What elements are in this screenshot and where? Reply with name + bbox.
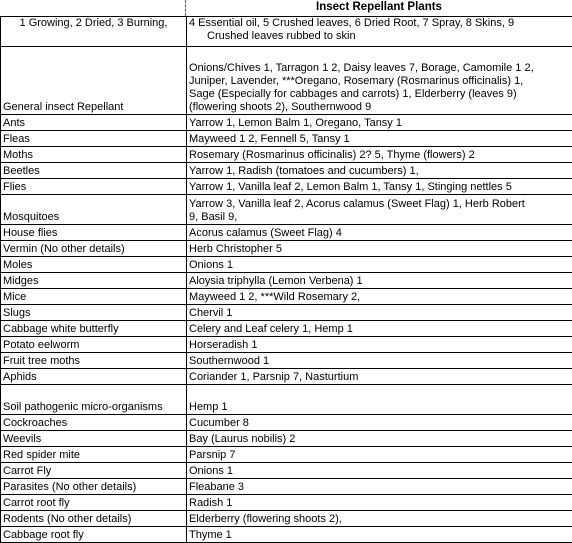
- pest-cell: Carrot Fly: [1, 463, 187, 479]
- plants-line: Cucumber 8: [189, 417, 570, 430]
- pest-cell: Mosquitoes: [1, 195, 187, 225]
- plants-cell: [187, 47, 572, 115]
- pest-cell: Slugs: [1, 305, 187, 321]
- plants-line: Horseradish 1: [189, 339, 570, 352]
- plants-line: Yarrow 1, Radish (tomatoes and cucumbers) 1,: [189, 165, 570, 178]
- table-row: [1, 353, 572, 369]
- pest-cell: House flies: [1, 225, 187, 241]
- pest-cell: Cabbage root fly: [1, 527, 187, 543]
- plants-cell: [187, 337, 572, 353]
- plants-line: Onions 1: [189, 465, 570, 478]
- plants-line: Yarrow 3, Vanilla leaf 2, Acorus calamus (Sweet Flag) 1, Herb Robert: [189, 198, 570, 211]
- pest-cell: Rodents (No other details): [1, 511, 187, 527]
- plants-cell: [187, 495, 572, 511]
- plants-cell: [187, 431, 572, 447]
- pest-cell: Cabbage white butterfly: [1, 321, 187, 337]
- table-row: [1, 385, 572, 415]
- pest-cell: Parasites (No other details): [1, 479, 187, 495]
- plants-cell: [187, 179, 572, 195]
- plants-cell: [187, 385, 572, 415]
- table-row: [1, 431, 572, 447]
- plants-line: (flowering shoots 2), Southernwood 9: [189, 101, 570, 114]
- pest-cell: Mice: [1, 289, 187, 305]
- plants-line: Herb Christopher 5: [189, 243, 570, 256]
- plants-line: Aloysia triphylla (Lemon Verbena) 1: [189, 275, 570, 288]
- table-row: [1, 511, 572, 527]
- plants-line: Radish 1: [189, 497, 570, 510]
- pest-cell: Cockroaches: [1, 415, 187, 431]
- plants-line: Yarrow 1, Lemon Balm 1, Oregano, Tansy 1: [189, 117, 570, 130]
- plants-cell: [187, 527, 572, 543]
- legend-line-1: 4 Essential oil, 5 Crushed leaves, 6 Dried Root, 7 Spray, 8 Skins, 9: [189, 17, 570, 30]
- pest-cell: Midges: [1, 273, 187, 289]
- plants-cell: [187, 241, 572, 257]
- plants-cell: [187, 415, 572, 431]
- table-row: [1, 321, 572, 337]
- table-row: [1, 305, 572, 321]
- plants-line: Elderberry (flowering shoots 2),: [189, 513, 570, 526]
- plants-line: Hemp 1: [189, 401, 570, 414]
- plants-cell: [187, 225, 572, 241]
- plants-cell: [187, 369, 572, 385]
- plants-cell: [187, 115, 572, 131]
- table-row: [1, 337, 572, 353]
- plants-line: Parsnip 7: [189, 449, 570, 462]
- plants-cell: [187, 195, 572, 225]
- plants-cell: [187, 273, 572, 289]
- plants-line: 9, Basil 9,: [189, 211, 570, 224]
- plants-cell: [187, 257, 572, 273]
- plants-line: Southernwood 1: [189, 355, 570, 368]
- table-row: [1, 527, 572, 543]
- pest-cell: Ants: [1, 115, 187, 131]
- plants-cell: [187, 353, 572, 369]
- table-body: [1, 17, 572, 543]
- table-row: [1, 47, 572, 115]
- pest-cell: Carrot root fly: [1, 495, 187, 511]
- table-row: [1, 415, 572, 431]
- pest-cell: Red spider mite: [1, 447, 187, 463]
- pest-cell: Vermin (No other details): [1, 241, 187, 257]
- plants-cell: [187, 131, 572, 147]
- pest-cell: General insect Repellant: [1, 47, 187, 115]
- plants-cell: [187, 447, 572, 463]
- plants-line: Yarrow 1, Vanilla leaf 2, Lemon Balm 1, Tansy 1, Stinging nettles 5: [189, 181, 570, 194]
- plants-line: Coriander 1, Parsnip 7, Nasturtium: [189, 371, 570, 384]
- plants-cell: [187, 305, 572, 321]
- plants-line: Bay (Laurus nobilis) 2: [189, 433, 570, 446]
- pest-cell: Soil pathogenic micro-organisms: [1, 385, 187, 415]
- plants-line: Juniper, Lavender, ***Oregano, Rosemary (Rosmarinus officinalis) 1,: [189, 75, 570, 88]
- plants-line: Acorus calamus (Sweet Flag) 4: [189, 227, 570, 240]
- pest-cell: Beetles: [1, 163, 187, 179]
- sheet-title: Insect Repellant Plants: [186, 0, 572, 15]
- plants-line: Onions 1: [189, 259, 570, 272]
- table-row: [1, 369, 572, 385]
- table-row: [1, 163, 572, 179]
- table-row: [1, 241, 572, 257]
- table-row: [1, 179, 572, 195]
- column-divider: [185, 0, 186, 16]
- table-row: [1, 463, 572, 479]
- plants-cell: [187, 321, 572, 337]
- pest-cell: Moths: [1, 147, 187, 163]
- pest-cell: Potato eelworm: [1, 337, 187, 353]
- repellant-table: [0, 16, 572, 543]
- table-row: [1, 257, 572, 273]
- pest-cell: Fruit tree moths: [1, 353, 187, 369]
- plants-line: Onions/Chives 1, Tarragon 1 2, Daisy leaves 7, Borage, Camomile 1 2,: [189, 62, 570, 75]
- pest-cell: Moles: [1, 257, 187, 273]
- plants-line: Thyme 1: [189, 529, 570, 542]
- plants-line: Fleabane 3: [189, 481, 570, 494]
- table-row: [1, 147, 572, 163]
- plants-cell: [187, 163, 572, 179]
- table-row: [1, 131, 572, 147]
- table-row: [1, 273, 572, 289]
- plants-line: Mayweed 1 2, Fennell 5, Tansy 1: [189, 133, 570, 146]
- plants-cell: [187, 511, 572, 527]
- table-row: [1, 115, 572, 131]
- table-row: [1, 225, 572, 241]
- table-row: [1, 289, 572, 305]
- pest-cell: Fleas: [1, 131, 187, 147]
- pest-cell: Weevils: [1, 431, 187, 447]
- legend-left: 1 Growing, 2 Dried, 3 Burning,: [1, 17, 187, 47]
- plants-line: Chervil 1: [189, 307, 570, 320]
- table-row: [1, 479, 572, 495]
- table-row: [1, 195, 572, 225]
- plants-line: Sage (Especially for cabbages and carrots) 1, Elderberry (leaves 9): [189, 88, 570, 101]
- legend-line-2: Crushed leaves rubbed to skin: [189, 30, 570, 43]
- plants-line: Rosemary (Rosmarinus officinalis) 2? 5, Thyme (flowers) 2: [189, 149, 570, 162]
- plants-cell: [187, 147, 572, 163]
- legend-right: [187, 17, 572, 47]
- pest-cell: Aphids: [1, 369, 187, 385]
- plants-line: Celery and Leaf celery 1, Hemp 1: [189, 323, 570, 336]
- table-row: [1, 447, 572, 463]
- plants-cell: [187, 479, 572, 495]
- table-row: [1, 495, 572, 511]
- legend-row: [1, 17, 572, 47]
- plants-cell: [187, 463, 572, 479]
- pest-cell: Flies: [1, 179, 187, 195]
- plants-cell: [187, 289, 572, 305]
- plants-line: Mayweed 1 2, ***Wild Rosemary 2,: [189, 291, 570, 304]
